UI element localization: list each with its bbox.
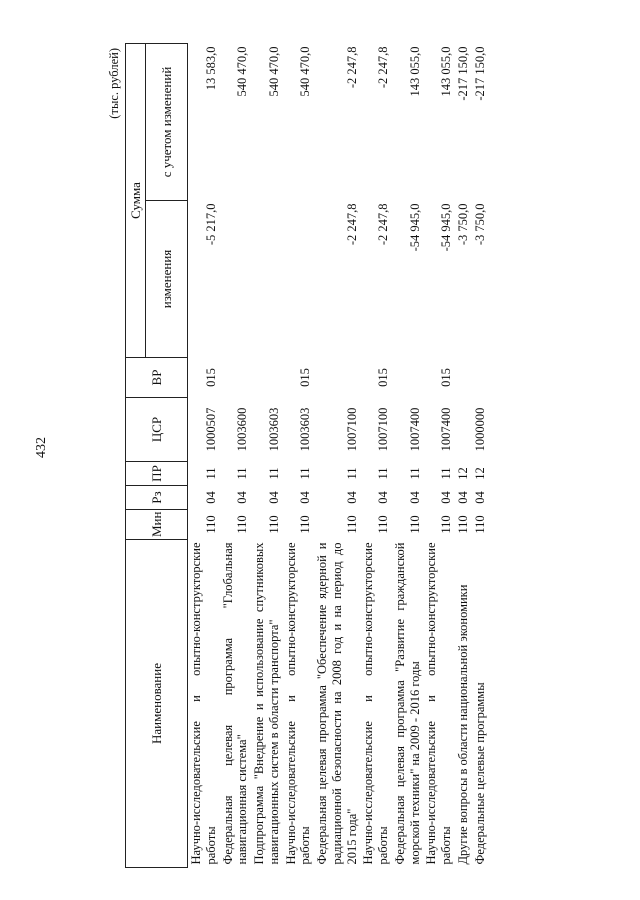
table-row — [188, 44, 220, 868]
row-pr: 11 — [407, 467, 422, 480]
header-rz: Рз — [126, 486, 188, 510]
row-change: -3 750,0 — [455, 203, 470, 246]
row-vr: 015 — [439, 368, 453, 387]
row-csr: 1000507 — [203, 407, 218, 452]
row-pr: 11 — [376, 467, 390, 480]
row-rz: 04 — [472, 491, 487, 504]
header-csr: ЦСР — [126, 398, 188, 462]
row-min: 110 — [266, 515, 281, 534]
header-with-changes: с учетом изменений — [146, 44, 188, 201]
row-csr: 1007100 — [344, 407, 359, 452]
row-total: 143 055,0 — [439, 46, 453, 97]
row-rz: 04 — [344, 491, 359, 504]
row-rz: 04 — [203, 491, 218, 504]
row-vr — [472, 358, 489, 398]
row-vr: 015 — [298, 368, 313, 387]
row-name: Федеральная целевая программа "Развитие гражданской морской техники" на 2009 - 2016 годы — [392, 542, 422, 865]
row-rz: 04 — [376, 491, 390, 504]
row-change — [251, 201, 283, 358]
row-min: 110 — [455, 515, 470, 534]
row-csr: 1003600 — [235, 407, 250, 452]
row-change — [220, 201, 252, 358]
header-sum-group: Сумма — [126, 44, 146, 358]
row-rz: 04 — [455, 491, 470, 504]
row-total: 13 583,0 — [203, 46, 218, 91]
row-vr — [455, 358, 472, 398]
row-total: 540 470,0 — [298, 46, 313, 97]
row-pr: 11 — [298, 467, 313, 480]
table-row — [455, 44, 472, 868]
row-rz: 04 — [407, 491, 422, 504]
row-csr — [455, 398, 472, 462]
row-change: -2 247,8 — [344, 203, 359, 246]
page-number: 432 — [34, 437, 49, 458]
budget-table — [125, 43, 488, 868]
row-csr: 1007400 — [439, 407, 453, 452]
row-vr — [251, 358, 283, 398]
row-pr: 11 — [439, 467, 453, 480]
units-note: (тыс. рублей) — [107, 48, 121, 119]
table-row — [472, 44, 489, 868]
header-vr: ВР — [126, 358, 188, 398]
table-row — [392, 44, 424, 868]
row-name: Научно-исследовательские и опытно-конструкторские работы — [361, 542, 390, 865]
row-csr: 1003603 — [298, 407, 313, 452]
row-min: 110 — [439, 515, 453, 534]
header-name: Наименование — [126, 540, 188, 868]
row-pr: 11 — [203, 467, 218, 480]
table-row — [251, 44, 283, 868]
row-min: 110 — [407, 515, 422, 534]
row-csr: 1007100 — [376, 407, 390, 452]
row-rz: 04 — [298, 491, 313, 504]
row-rz: 04 — [235, 491, 250, 504]
row-change: -5 217,0 — [203, 203, 218, 246]
table-row — [220, 44, 252, 868]
row-total: -217 150,0 — [455, 46, 470, 101]
row-min: 110 — [344, 515, 359, 534]
row-csr: 1007400 — [407, 407, 422, 452]
row-total: 540 470,0 — [266, 46, 281, 97]
row-rz: 04 — [439, 491, 453, 504]
row-total: -2 247,8 — [344, 46, 359, 89]
row-change — [283, 201, 315, 358]
row-min: 110 — [203, 515, 218, 534]
row-min: 110 — [298, 515, 313, 534]
row-change: -54 945,0 — [439, 203, 453, 252]
row-name: Научно-исследовательские и опытно-конструкторские работы — [283, 542, 313, 865]
row-total: 540 470,0 — [235, 46, 250, 97]
row-min: 110 — [376, 515, 390, 534]
row-csr: 1003603 — [266, 407, 281, 452]
row-change: -3 750,0 — [472, 203, 487, 246]
row-vr — [392, 358, 424, 398]
row-name: Подпрограмма "Внедрение и использование спутниковых навигационных систем в области транспорта" — [252, 542, 281, 865]
table-row — [423, 44, 455, 868]
row-pr: 12 — [472, 467, 487, 480]
row-name: Научно-исследовательские и опытно-конструкторские работы — [189, 542, 218, 865]
row-name: Федеральные целевые программы — [472, 682, 487, 865]
row-change: -2 247,8 — [376, 203, 390, 246]
row-pr: 12 — [455, 467, 470, 480]
table-body — [188, 44, 489, 868]
row-total: 143 055,0 — [407, 46, 422, 97]
row-vr: 015 — [376, 368, 390, 387]
row-pr: 11 — [266, 467, 281, 480]
row-vr: 015 — [203, 368, 218, 387]
row-total: -2 247,8 — [376, 46, 390, 89]
row-name: Научно-исследовательские и опытно-конструкторские работы — [424, 542, 453, 865]
header-pr: ПР — [126, 462, 188, 486]
rotated-page-content — [107, 44, 575, 868]
row-min: 110 — [235, 515, 250, 534]
row-pr: 11 — [235, 467, 250, 480]
row-name: Федеральная целевая программа "Глобальная навигационная система" — [220, 542, 250, 865]
table-header — [126, 44, 188, 868]
row-change: -54 945,0 — [407, 203, 422, 252]
table-row — [360, 44, 392, 868]
row-rz: 04 — [266, 491, 281, 504]
row-pr: 11 — [344, 467, 359, 480]
row-csr: 1000000 — [472, 407, 487, 452]
header-min: Мин — [126, 510, 188, 540]
row-name: Федеральная целевая программа "Обеспечение ядерной и радиационной безопасности на 2008 год и на период до 2015 года" — [315, 542, 359, 865]
row-vr — [314, 358, 360, 398]
row-name: Другие вопросы в области национальной экономики — [455, 584, 470, 865]
table-row — [314, 44, 360, 868]
row-min: 110 — [472, 515, 487, 534]
table-row — [283, 44, 315, 868]
row-total: -217 150,0 — [472, 46, 487, 101]
row-vr — [220, 358, 252, 398]
header-changes: изменения — [146, 201, 188, 358]
